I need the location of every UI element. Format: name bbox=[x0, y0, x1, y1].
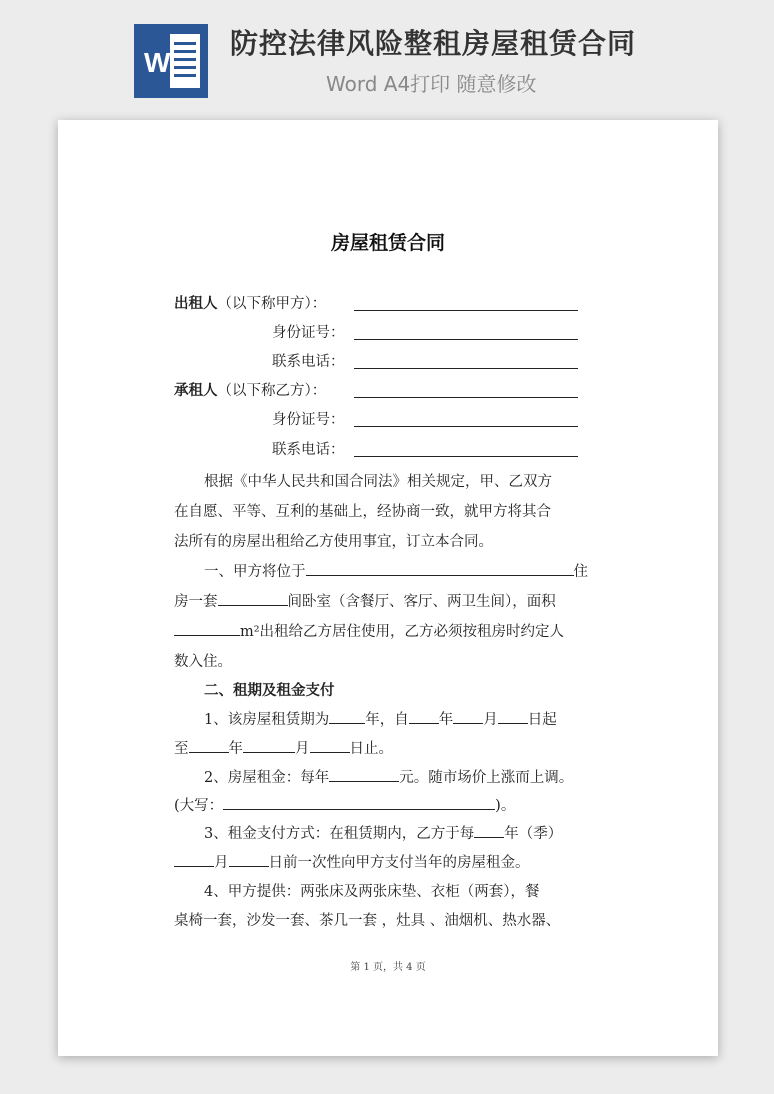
end-year-blank[interactable] bbox=[189, 737, 229, 753]
address-blank[interactable] bbox=[306, 560, 574, 576]
s2-2-text-d: )。 bbox=[495, 798, 516, 814]
lessor-label-bold: 出租人 bbox=[174, 296, 218, 312]
lessee-id-label: 身份证号： bbox=[272, 412, 345, 428]
lessor-blank[interactable] bbox=[354, 310, 578, 311]
rent-in-words-blank[interactable] bbox=[223, 794, 495, 810]
section2-item2-line1 bbox=[204, 766, 573, 787]
section1-line-4: 数入住。 bbox=[174, 654, 232, 670]
s2-1-text-f: 至 bbox=[174, 741, 189, 757]
lessee-field bbox=[174, 379, 326, 400]
lessee-phone-label: 联系电话： bbox=[272, 442, 345, 458]
s2-1-text-a: 1、该房屋租赁期为 bbox=[204, 712, 330, 728]
contract-title: 房屋租赁合同 bbox=[330, 232, 445, 254]
section1-text-e: m²出租给乙方居住使用，乙方必须按租房时约定人 bbox=[240, 624, 565, 640]
section1-text-b: 住 bbox=[573, 564, 588, 580]
lessee-phone-blank[interactable] bbox=[354, 456, 578, 457]
section2-item4-line2: 桌椅一套，沙发一套、茶几一套 ，灶具 、油烟机、热水器、 bbox=[174, 913, 561, 929]
intro-line-2: 在自愿、平等、互利的基础上，经协商一致，就甲方将其合 bbox=[174, 504, 551, 520]
lessee-label-bold: 承租人 bbox=[174, 383, 218, 399]
section1-text-c: 房一套 bbox=[174, 594, 218, 610]
s2-3-text-b: 年（季） bbox=[504, 826, 563, 842]
payment-period-blank[interactable] bbox=[474, 822, 504, 838]
rooms-blank[interactable] bbox=[218, 590, 288, 606]
payment-month-blank[interactable] bbox=[174, 851, 214, 867]
lessee-label-rest: （以下称乙方）： bbox=[217, 383, 327, 399]
lessor-phone-label: 联系电话： bbox=[272, 354, 345, 370]
s2-3-text-d: 日前一次性向甲方支付当年的房屋租金。 bbox=[268, 855, 530, 871]
intro-line-1: 根据《中华人民共和国合同法》相关规定，甲、乙双方 bbox=[204, 474, 552, 490]
s2-2-text-b: 元。随市场价上涨而上调。 bbox=[399, 770, 574, 786]
section2-item1-line1 bbox=[204, 708, 557, 729]
end-month-blank[interactable] bbox=[243, 737, 295, 753]
lessor-id-label: 身份证号： bbox=[272, 325, 345, 341]
lessor-id-blank[interactable] bbox=[354, 339, 578, 340]
preview-header bbox=[0, 0, 774, 118]
s2-1-text-h: 月 bbox=[295, 741, 310, 757]
lessee-id-blank[interactable] bbox=[354, 426, 578, 427]
lessor-field bbox=[174, 292, 326, 313]
s2-1-text-i: 日止。 bbox=[349, 741, 393, 757]
document-page bbox=[58, 120, 718, 1056]
section2-item4-line1: 4、甲方提供：两张床及两张床垫、衣柜（两套），餐 bbox=[204, 884, 540, 900]
start-month-blank[interactable] bbox=[453, 708, 483, 724]
section1-text-a: 一、甲方将位于 bbox=[204, 564, 306, 580]
section2-item1-line2 bbox=[174, 737, 393, 758]
lessee-blank[interactable] bbox=[354, 397, 578, 398]
annual-rent-blank[interactable] bbox=[329, 766, 399, 782]
section1-line-2 bbox=[174, 590, 556, 611]
s2-1-text-e: 日起 bbox=[527, 712, 557, 728]
s2-3-text-c: 月 bbox=[214, 855, 229, 871]
section1-line-1 bbox=[204, 560, 588, 581]
section2-heading: 二、租期及租金支付 bbox=[204, 683, 335, 699]
lessor-label-rest: （以下称甲方）： bbox=[217, 296, 327, 312]
s2-1-text-g: 年 bbox=[228, 741, 243, 757]
s2-2-text-c: (大写： bbox=[174, 798, 224, 814]
area-blank[interactable] bbox=[174, 620, 240, 636]
word-icon-letter: W bbox=[144, 47, 171, 78]
lease-years-blank[interactable] bbox=[329, 708, 365, 724]
section1-line-3 bbox=[174, 620, 564, 641]
s2-1-text-b: 年，自 bbox=[365, 712, 409, 728]
document-title: 防控法律风险整租房屋租赁合同 bbox=[230, 27, 637, 60]
section2-item3-line1 bbox=[204, 822, 562, 843]
end-day-blank[interactable] bbox=[310, 737, 350, 753]
section2-item2-line2 bbox=[174, 794, 515, 815]
s2-1-text-c: 年 bbox=[438, 712, 454, 728]
payment-day-blank[interactable] bbox=[229, 851, 269, 867]
section1-text-d: 间卧室（含餐厅、客厅、两卫生间），面积 bbox=[287, 594, 556, 610]
start-day-blank[interactable] bbox=[498, 708, 528, 724]
page-footer: 第 1 页，共 4 页 bbox=[350, 962, 426, 973]
word-document-icon bbox=[134, 24, 208, 98]
s2-1-text-d: 月 bbox=[483, 712, 498, 728]
s2-2-text-a: 2、房屋租金：每年 bbox=[204, 770, 330, 786]
lessor-phone-blank[interactable] bbox=[354, 368, 578, 369]
section2-item3-line2 bbox=[174, 851, 530, 872]
start-year-blank[interactable] bbox=[409, 708, 439, 724]
s2-3-text-a: 3、租金支付方式：在租赁期内，乙方于每 bbox=[204, 826, 475, 842]
intro-line-3: 法所有的房屋出租给乙方使用事宜，订立本合同。 bbox=[174, 534, 493, 550]
document-subtitle: Word A4打印 随意修改 bbox=[326, 72, 537, 96]
